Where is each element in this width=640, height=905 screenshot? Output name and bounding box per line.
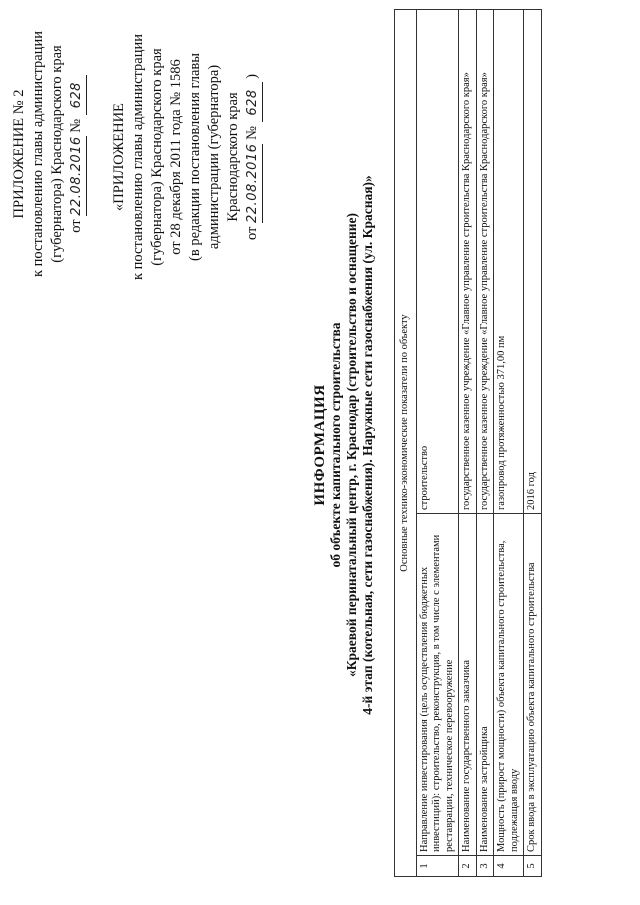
appendix-handwritten-number: 628 — [67, 75, 87, 115]
row-value: государственное казенное учреждение «Главное управление строительства Краснодарского края» — [459, 10, 477, 514]
prior-appendix-date-line — [243, 7, 263, 307]
prior-appendix-line-2: (губернатора) Краснодарского края — [149, 48, 165, 266]
prior-appendix-close: ) — [244, 73, 260, 79]
prior-appendix-block — [110, 7, 263, 307]
heading-line-2: «Краевой перинатальный центр, г. Краснодар (строительство и оснащение) — [344, 212, 359, 678]
appendix-line-2: (губернатора) Краснодарского края — [49, 45, 65, 263]
prior-appendix-line-4: (в редакции постановления главы — [187, 53, 203, 261]
row-value: строительство — [416, 10, 459, 514]
appendix-title: ПРИЛОЖЕНИЕ № 2 — [11, 89, 27, 219]
prior-appendix-number-sign: № — [244, 126, 260, 140]
table-row — [459, 10, 477, 877]
table-header: Основные технико-экономические показатели по объекту — [395, 10, 417, 877]
prior-appendix-handwritten-number: 628 — [243, 82, 263, 122]
heading-line-1: об объекте капитального строительства — [328, 322, 343, 568]
prior-appendix-line-3: от 28 декабря 2011 года № 1586 — [168, 59, 184, 255]
table-header-row — [395, 10, 417, 877]
prior-appendix-line-1: к постановлению главы администрации — [130, 33, 146, 281]
row-value: 2016 год — [524, 10, 542, 514]
appendix-date-line — [67, 9, 87, 299]
table-row — [416, 10, 459, 877]
row-number: 3 — [476, 856, 494, 877]
document-heading — [312, 45, 376, 845]
row-number: 2 — [459, 856, 477, 877]
row-value: газопровод протяженностью 371,00 пм — [494, 10, 524, 514]
prior-appendix-line-6: Краснодарского края — [225, 92, 241, 222]
row-number: 4 — [494, 856, 524, 877]
row-label: Наименование государственного заказчика — [459, 514, 477, 856]
appendix-line-1: к постановлению главы администрации — [30, 30, 46, 278]
prior-appendix-handwritten-date: 22.08.2016 — [243, 144, 263, 223]
heading-title: ИНФОРМАЦИЯ — [312, 384, 328, 506]
row-number: 1 — [416, 856, 459, 877]
prior-appendix-line-5: администрации (губернатора) — [206, 64, 222, 250]
row-value: государственное казенное учреждение «Главное управление строительства Краснодарского края» — [476, 10, 494, 514]
table-row — [524, 10, 542, 877]
appendix-date-prefix: от — [68, 219, 84, 233]
table-row — [494, 10, 524, 877]
row-label: Срок ввода в эксплуатацию объекта капитального строительства — [524, 514, 542, 856]
row-label: Наименование застройщика — [476, 514, 494, 856]
appendix-handwritten-date: 22.08.2016 — [67, 136, 87, 215]
prior-appendix-title: «ПРИЛОЖЕНИЕ — [111, 103, 127, 211]
table-row — [476, 10, 494, 877]
prior-appendix-date-prefix: от — [244, 226, 260, 241]
appendix-block — [10, 9, 87, 299]
row-label: Мощность (прирост мощности) объекта капитального строительства, подлежащая вводу — [494, 514, 524, 856]
heading-line-3: 4-й этап (котельная, сети газоснабжения). Наружные сети газоснабжения (ул. Красная)» — [360, 175, 375, 715]
row-number: 5 — [524, 856, 542, 877]
info-table — [394, 9, 542, 877]
appendix-number-sign: № — [68, 118, 84, 133]
row-label: Направление инвестирования (цель осуществления бюджетных инвестиций): строительство, реконструкция, в том числе с элементами реставрации, техническое перевооружение — [416, 514, 459, 856]
